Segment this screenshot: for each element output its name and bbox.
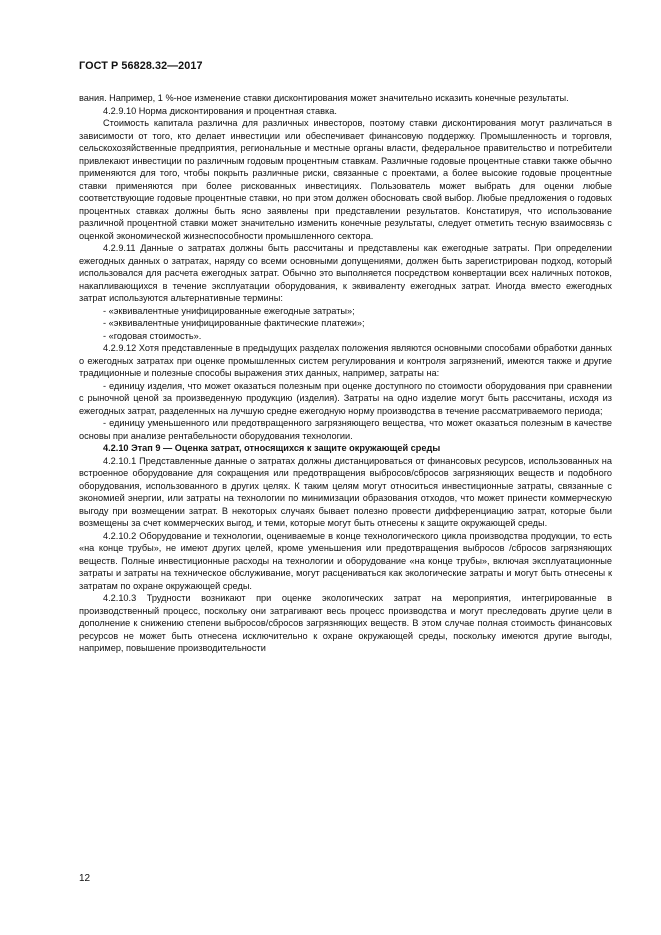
list-item: - единицу изделия, что может оказаться полезным при оценке доступного по стоимости оборудования при сравнении с рыночной ценой за произведенную продукцию (изделия). Затраты на одно изделие могут быть рассчитаны, исходя из ежегодных затрат, разделенных на лучшую средне ежегодную норму производства в течение рассматриваемого периода; [79, 380, 612, 416]
paragraph: вания. Например, 1 %-ное изменение ставки дисконтирования может значительно исказить конечные результаты. [79, 93, 569, 103]
section-heading: 4.2.10 Этап 9 — Оценка затрат, относящихся к защите окружающей среды [103, 443, 441, 453]
list-item: - «эквивалентные унифицированные ежегодные затраты»; [103, 305, 355, 316]
page-number: 12 [79, 873, 91, 884]
section-heading: 4.2.9.10 Норма дисконтирования и процентная ставка. [103, 105, 337, 116]
paragraph: 4.2.9.11 Данные о затратах должны быть рассчитаны и представлены как ежегодные затраты. При определении ежегодных данных о затратах, наряду со всеми основными допущениями, должен быть зарегистрирован подход, который использовался для расчета ежегодных затрат. Обычно это выполняется посредством конвертации всех наличных потоков, накапливающихся в течение эксплуатации оборудования, к эквиваленту ежегодных затрат. Иногда вместо ежегодных затрат используются альтернативные термины: [79, 243, 612, 303]
paragraph: 4.2.9.12 Хотя представленные в предыдущих разделах положения являются основными способами обработки данных о ежегодных затратах при оценке промышленных систем регулирования и контроля загрязнений, имеются также и другие традиционные и полезные способы выражения этих данных, например, затраты на: [79, 343, 612, 378]
paragraph: Стоимость капитала различна для различных инвесторов, поэтому ставки дисконтирования могут различаться в зависимости от того, кто делает инвестиции или обеспечивает финансовую поддержку. Промышленность и торговля, сельскохозяйственные предприятия, региональные и местные органы власти, федеральное правительство и потребители привлекают инвестиции по различным годовым процентным ставкам. Различные годовые процентные ставки также обычно применяются для того, чтобы покрыть различные риски, связанные с проектами, а более высокие годовые процентные ставки применяются при более рискованных инвестициях. Пользователь может выбрать для оценки любые соответствующие годовые процентные ставки, но при этом должен обосновать свой выбор. Любые предложения о годовых процентных ставках должны быть ясно заявлены при представлении результатов. Констатируя, что использование различной процентной ставки может значительно изменить конечные результаты, следует отметить тесную взаимосвязь с оценкой экономической жизнеспособности промышленного сектора. [79, 118, 612, 241]
document-body [79, 92, 612, 655]
paragraph: 4.2.10.2 Оборудование и технологии, оцениваемые в конце технологического цикла производства продукции, то есть «на конце трубы», не имеют других целей, кроме уменьшения или предотвращения выбросов /сбросов загрязняющих веществ. Полные инвестиционные расходы на технологии и оборудование «на конце трубы», включая эксплуатационные затраты и затраты на техническое обслуживание, могут расцениваться как экологические затраты и могут быть отнесены к затратам по охране окружающей среды. [79, 530, 612, 591]
paragraph: 4.2.10.3 Трудности возникают при оценке экологических затрат на мероприятия, интегрированные в производственный процесс, поскольку они затрагивают весь процесс производства и могут преследовать другие цели в дополнение к снижению степени выбросов/сбросов загрязняющих веществ. В этом случае полная стоимость финансовых ресурсов не может быть отнесена исключительно к охране окружающей среды, поскольку имеются другие выгоды, например, повышение производительности [79, 593, 612, 653]
page-header: ГОСТ Р 56828.32—2017 [79, 60, 203, 72]
paragraph: 4.2.10.1 Представленные данные о затратах должны дистанцироваться от финансовых ресурсов, использованных на встроенное оборудование для сокращения или предотвращения выбросов/сбросов загрязняющих веществ и подобного оборудования, использованного в других целях. К таким целям могут относиться инвестиционные затраты, связанные с экономией энергии, или затраты на технологии по минимизации образования отходов, что может принести коммерческую выгоду при возмещении затрат. В некоторых случаях бывает полезно провести дифференциацию затрат, которые были возмещены за счет коммерческих выгод, и теми, которые могут быть отнесены к защите окружающей среды. [79, 455, 612, 528]
list-item: - «годовая стоимость». [103, 330, 202, 341]
list-item: - единицу уменьшенного или предотвращенного загрязняющего вещества, что может оказаться полезным в качестве основы при анализе рентабельности оборудования технологии. [79, 418, 612, 441]
list-item: - «эквивалентные унифицированные фактические платежи»; [103, 318, 365, 328]
